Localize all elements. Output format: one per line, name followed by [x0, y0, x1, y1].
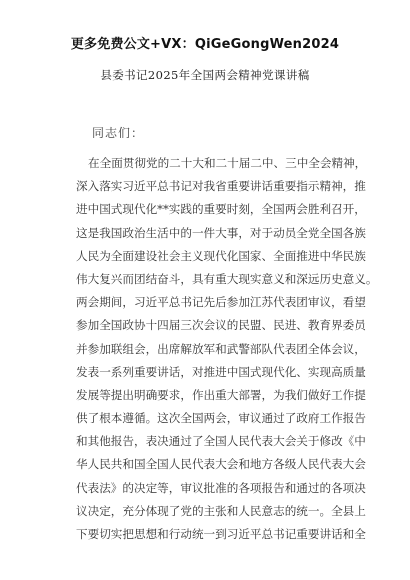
body-line: 供了根本遵循。这次全国两会，审议通过了政府工作报告: [76, 411, 366, 426]
body-line: 人民为全面建设社会主义现代化国家、全面推进中华民族: [76, 248, 366, 263]
body-line: 华人民共和国全国人民代表大会和地方各级人民代表大会: [76, 457, 366, 472]
body-line: 发表一系列重要讲话，对推进中国式现代化、实现高质量: [76, 364, 366, 379]
document-title: 县委书记2025年全国两会精神党课讲稿: [100, 68, 310, 82]
body-line: 这是我国政治生活中的一件大事，对于动员全党全国各族: [76, 225, 366, 240]
body-line: 伟大复兴而团结奋斗，具有重大现实意义和深远历史意义。: [76, 271, 378, 286]
body-line: 下要切实把思想和行动统一到习近平总书记重要讲话和全: [76, 527, 366, 541]
body-line: 在全面贯彻党的二十大和二十届二中、三中全会精神，: [88, 156, 367, 170]
body-line: 和其他报告，表决通过了全国人民代表大会关于修改《中: [76, 434, 366, 449]
body-line: 深入落实习近平总书记对我省重要讲话重要指示精神，推: [76, 179, 366, 194]
body-line: 代表法》的决定等，审议批准的各项报告和通过的各项决: [76, 480, 366, 495]
promo-header: 更多免费公文+VX：QiGeGongWen2024: [70, 37, 340, 52]
salutation: 同志们：: [92, 126, 145, 140]
body-line: 并参加联组会，出席解放军和武警部队代表团全体会议，: [76, 341, 366, 356]
body-line: 议决定，充分体现了党的主张和人民意志的统一。全县上: [76, 503, 366, 518]
body-line: 发展等提出明确要求，作出重大部署，为我们做好工作提: [76, 387, 366, 402]
body-line: 进中国式现代化**实践的重要时刻，全国两会胜利召开，: [76, 202, 366, 217]
body-line: 两会期间，习近平总书记先后参加江苏代表团审议，看望: [76, 295, 366, 310]
body-paragraph: [0, 152, 410, 546]
body-line: 参加全国政协十四届三次会议的民盟、民进、教育界委员: [76, 318, 366, 333]
